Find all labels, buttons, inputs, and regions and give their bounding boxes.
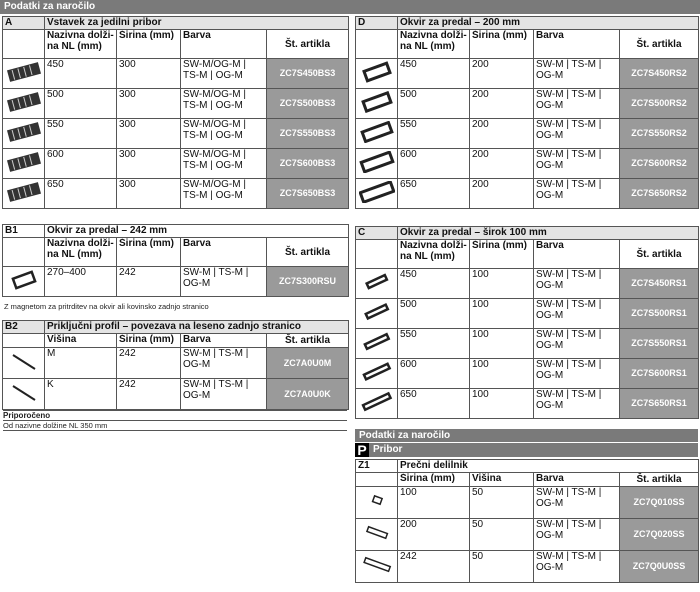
width-cell: 100 [398, 487, 470, 519]
width-cell: 300 [117, 89, 181, 119]
length-cell: 500 [45, 89, 117, 119]
section-letter: Z1 [356, 460, 398, 473]
color-cell: SW-M | TS-M | OG-M [534, 149, 620, 179]
width-cell: 100 [470, 389, 534, 419]
length-cell: 550 [398, 119, 470, 149]
table-row [356, 269, 699, 299]
color-cell: SW-M/OG-M | TS-M | OG-M [181, 59, 267, 89]
icon-column-header [3, 238, 45, 267]
cutlery-insert-icon [3, 149, 45, 179]
section-title: Okvir za predal – širok 100 mm [398, 227, 699, 240]
article-column-header: Št. artikla [267, 334, 349, 348]
width-cell: 100 [470, 359, 534, 389]
width-column-header: Širina (mm) [117, 238, 181, 267]
color-cell: SW-M/OG-M | TS-M | OG-M [181, 89, 267, 119]
article-number: ZC7S550RS1 [620, 329, 699, 359]
color-cell: SW-M/OG-M | TS-M | OG-M [181, 179, 267, 209]
article-number: ZC7S600RS2 [620, 149, 699, 179]
order-data-banner [0, 0, 700, 14]
height-cell: M [45, 348, 117, 379]
color-cell: SW-M | TS-M | OG-M [534, 359, 620, 389]
article-number: ZC7S500RS2 [620, 89, 699, 119]
color-cell: SW-M | TS-M | OG-M [534, 389, 620, 419]
article-number: ZC7S550BS3 [267, 119, 349, 149]
width-column-header: Širina (mm) [470, 240, 534, 269]
length-cell: 650 [45, 179, 117, 209]
table-row [3, 59, 349, 89]
drawer-frame-icon [3, 267, 45, 297]
article-number: ZC7Q0U0SS [620, 551, 699, 583]
width-cell: 242 [117, 348, 181, 379]
width-cell: 200 [470, 89, 534, 119]
table-row [356, 59, 699, 89]
section-a-table [2, 16, 349, 209]
article-number: ZC7S600RS1 [620, 359, 699, 389]
height-cell: 50 [470, 487, 534, 519]
table-row [356, 551, 699, 583]
section-title: Okvir za predal – 242 mm [45, 225, 349, 238]
color-cell: SW-M | TS-M | OG-M [534, 119, 620, 149]
color-cell: SW-M | TS-M | OG-M [181, 267, 267, 297]
width-column-header: Širina (mm) [470, 30, 534, 59]
section-b1-table [2, 224, 349, 297]
cutlery-insert-icon [3, 59, 45, 89]
width-cell: 300 [117, 179, 181, 209]
table-row [356, 149, 699, 179]
length-cell: 650 [398, 179, 470, 209]
color-column-header: Barva [534, 240, 620, 269]
divider-icon [356, 487, 398, 519]
table-row [356, 119, 699, 149]
length-cell: 550 [398, 329, 470, 359]
color-cell: SW-M | TS-M | OG-M [534, 519, 620, 551]
section-letter: B2 [3, 321, 45, 334]
article-number: ZC7S450RS1 [620, 269, 699, 299]
drawer-frame-icon [356, 89, 398, 119]
color-cell: SW-M | TS-M | OG-M [534, 487, 620, 519]
table-row [356, 329, 699, 359]
accessory-title: Pribor [373, 444, 403, 455]
icon-column-header [3, 30, 45, 59]
width-cell: 100 [470, 299, 534, 329]
banner-title: Podatki za naročilo [4, 1, 96, 12]
table-row [356, 487, 699, 519]
table-row [3, 379, 349, 410]
width-column-header: Širina (mm) [117, 334, 181, 348]
width-column-header: Širina (mm) [398, 473, 470, 487]
length-cell: 650 [398, 389, 470, 419]
recommended-text: Od nazivne dolžine NL 350 mm [3, 420, 347, 431]
divider-icon [356, 551, 398, 583]
width-cell: 242 [117, 379, 181, 410]
drawer-frame-icon [356, 179, 398, 209]
table-row [356, 359, 699, 389]
color-cell: SW-M/OG-M | TS-M | OG-M [181, 119, 267, 149]
section-letter: C [356, 227, 398, 240]
order-data-banner-right [355, 429, 698, 442]
length-cell: 600 [45, 149, 117, 179]
article-number: ZC7S300RSU [267, 267, 349, 297]
article-number: ZC7Q010SS [620, 487, 699, 519]
profile-icon [3, 348, 45, 379]
length-cell: 450 [45, 59, 117, 89]
height-cell: 50 [470, 551, 534, 583]
color-column-header: Barva [181, 334, 267, 348]
length-column-header: Nazivna dolži-na NL (mm) [398, 30, 470, 59]
narrow-frame-icon [356, 359, 398, 389]
width-cell: 300 [117, 59, 181, 89]
icon-column-header [356, 473, 398, 487]
table-row [3, 267, 349, 297]
section-letter: D [356, 17, 398, 30]
width-cell: 200 [470, 59, 534, 89]
article-number: ZC7Q020SS [620, 519, 699, 551]
height-cell: K [45, 379, 117, 410]
height-column-header: Višina [45, 334, 117, 348]
article-column-header: Št. artikla [620, 30, 699, 59]
article-number: ZC7S600BS3 [267, 149, 349, 179]
color-cell: SW-M | TS-M | OG-M [534, 89, 620, 119]
color-cell: SW-M | TS-M | OG-M [534, 329, 620, 359]
color-cell: SW-M | TS-M | OG-M [534, 179, 620, 209]
length-cell: 550 [45, 119, 117, 149]
article-number: ZC7S650RS1 [620, 389, 699, 419]
width-cell: 242 [398, 551, 470, 583]
length-column-header: Nazivna dolži-na NL (mm) [398, 240, 470, 269]
color-column-header: Barva [181, 238, 267, 267]
table-row [356, 389, 699, 419]
height-column-header: Višina [470, 473, 534, 487]
table-row [356, 299, 699, 329]
table-row [356, 179, 699, 209]
drawer-frame-icon [356, 119, 398, 149]
length-cell: 500 [398, 89, 470, 119]
width-cell: 100 [470, 269, 534, 299]
icon-column-header [356, 240, 398, 269]
article-number: ZC7S550RS2 [620, 119, 699, 149]
table-row [3, 149, 349, 179]
table-row [3, 119, 349, 149]
width-cell: 200 [470, 179, 534, 209]
section-z1-table [355, 459, 699, 583]
magnet-note: Z magnetom za pritrditev na okvir ali kovinsko zadnjo stranico [4, 302, 209, 311]
profile-icon [3, 379, 45, 410]
width-cell: 100 [470, 329, 534, 359]
accessory-letter: P [355, 443, 369, 457]
color-cell: SW-M | TS-M | OG-M [534, 551, 620, 583]
table-row [3, 89, 349, 119]
color-cell: SW-M | TS-M | OG-M [534, 59, 620, 89]
length-cell: 450 [398, 59, 470, 89]
width-cell: 242 [117, 267, 181, 297]
length-cell: 600 [398, 359, 470, 389]
length-cell: 500 [398, 299, 470, 329]
divider-icon [356, 519, 398, 551]
color-column-header: Barva [181, 30, 267, 59]
color-cell: SW-M | TS-M | OG-M [181, 348, 267, 379]
icon-column-header [356, 30, 398, 59]
table-row [3, 179, 349, 209]
cutlery-insert-icon [3, 119, 45, 149]
section-letter: B1 [3, 225, 45, 238]
article-number: ZC7S650BS3 [267, 179, 349, 209]
table-row [356, 519, 699, 551]
width-cell: 200 [398, 519, 470, 551]
color-cell: SW-M | TS-M | OG-M [534, 269, 620, 299]
section-title: Okvir za predal – 200 mm [398, 17, 699, 30]
length-column-header: Nazivna dolži-na NL (mm) [45, 238, 117, 267]
article-number: ZC7S650RS2 [620, 179, 699, 209]
narrow-frame-icon [356, 389, 398, 419]
length-column-header: Nazivna dolži-na NL (mm) [45, 30, 117, 59]
color-cell: SW-M | TS-M | OG-M [181, 379, 267, 410]
article-number: ZC7S450BS3 [267, 59, 349, 89]
article-number: ZC7S450RS2 [620, 59, 699, 89]
article-number: ZC7A0U0K [267, 379, 349, 410]
article-column-header: Št. artikla [620, 240, 699, 269]
table-row [356, 89, 699, 119]
width-cell: 300 [117, 149, 181, 179]
article-number: ZC7A0U0M [267, 348, 349, 379]
narrow-frame-icon [356, 329, 398, 359]
section-b2-table [2, 320, 349, 410]
cutlery-insert-icon [3, 89, 45, 119]
drawer-frame-icon [356, 149, 398, 179]
cutlery-insert-icon [3, 179, 45, 209]
section-c-table [355, 226, 699, 419]
length-cell: 450 [398, 269, 470, 299]
table-row [3, 348, 349, 379]
color-column-header: Barva [534, 473, 620, 487]
width-cell: 300 [117, 119, 181, 149]
section-title: Prečni delilnik [398, 460, 699, 473]
article-number: ZC7S500BS3 [267, 89, 349, 119]
length-cell: 600 [398, 149, 470, 179]
width-column-header: Širina (mm) [117, 30, 181, 59]
section-title: Priključni profil – povezava na leseno zadnjo stranico [45, 321, 349, 334]
article-column-header: Št. artikla [267, 30, 349, 59]
section-letter: A [3, 17, 45, 30]
narrow-frame-icon [356, 299, 398, 329]
section-title: Vstavek za jedilni pribor [45, 17, 349, 30]
article-column-header: Št. artikla [267, 238, 349, 267]
narrow-frame-icon [356, 269, 398, 299]
recommended-label: Priporočeno [3, 410, 347, 420]
height-cell: 50 [470, 519, 534, 551]
article-number: ZC7S500RS1 [620, 299, 699, 329]
color-column-header: Barva [534, 30, 620, 59]
icon-column-header [3, 334, 45, 348]
length-cell: 270–400 [45, 267, 117, 297]
section-d-table [355, 16, 699, 209]
width-cell: 200 [470, 119, 534, 149]
drawer-frame-icon [356, 59, 398, 89]
accessory-band [355, 443, 698, 457]
color-cell: SW-M/OG-M | TS-M | OG-M [181, 149, 267, 179]
width-cell: 200 [470, 149, 534, 179]
color-cell: SW-M | TS-M | OG-M [534, 299, 620, 329]
banner-title: Podatki za naročilo [359, 430, 451, 441]
article-column-header: Št. artikla [620, 473, 699, 487]
